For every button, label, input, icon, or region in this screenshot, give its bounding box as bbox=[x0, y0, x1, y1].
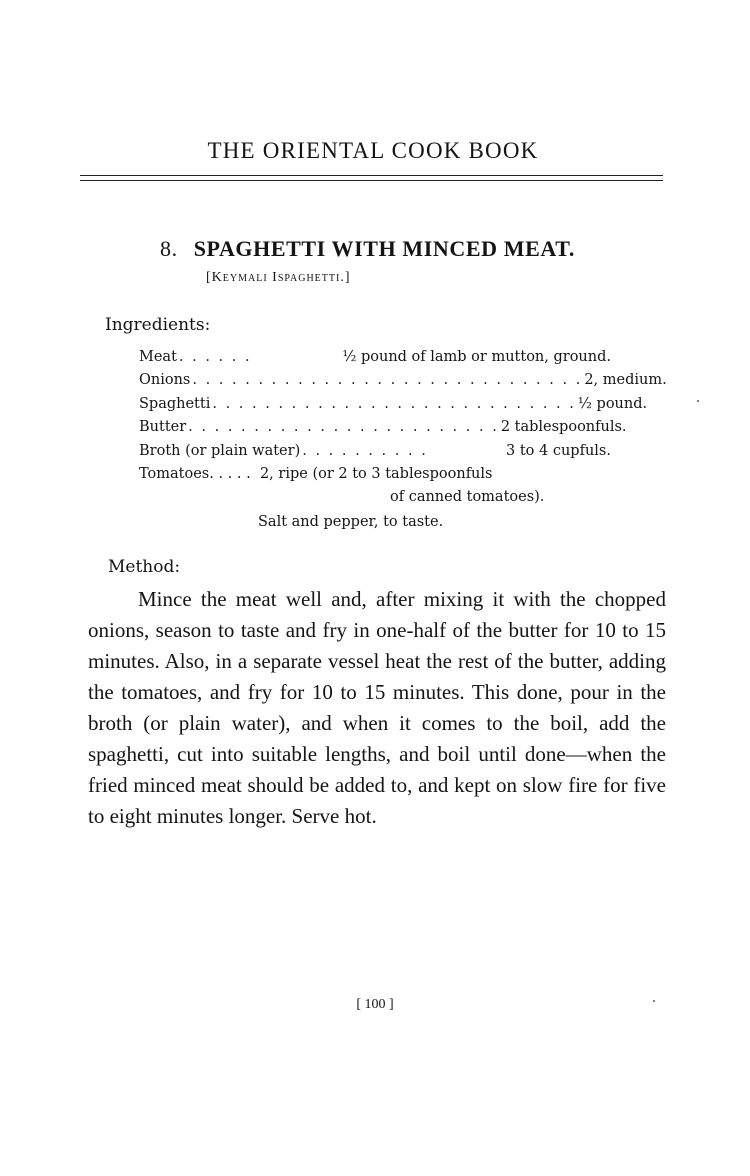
ingredient-amount: ½ pound of lamb or mutton, ground. bbox=[342, 349, 611, 365]
ingredient-amount: ½ pound. bbox=[577, 395, 648, 412]
dot-leader: . . . . . . . . . . . . . . . . . . . . . . . . . . . . bbox=[212, 395, 576, 412]
ingredient-row bbox=[139, 416, 627, 439]
ingredient-row bbox=[139, 440, 611, 463]
ingredients-label: Ingredients: bbox=[105, 315, 211, 335]
header-rule-thick bbox=[80, 175, 663, 176]
ingredient-row bbox=[139, 393, 648, 416]
ingredient-row-tomatoes bbox=[139, 463, 611, 486]
ingredient-amount: 3 to 4 cupfuls. bbox=[506, 442, 611, 459]
ingredient-amount: 2, ripe (or 2 to 3 tablespoonfuls bbox=[259, 465, 493, 482]
recipe-subtitle: [Keymali Ispaghetti.] bbox=[206, 270, 351, 285]
recipe-number: 8. bbox=[160, 236, 178, 261]
ingredient-amount: 2, medium. bbox=[584, 372, 667, 389]
ingredient-name: Tomatoes bbox=[139, 465, 210, 482]
ingredient-row bbox=[139, 346, 611, 369]
scan-speck bbox=[653, 1000, 655, 1002]
dot-leader: . . . . . . . . . . . . . . . . . . . . . . . . . . . . . . bbox=[192, 372, 583, 389]
dot-leader: . . . . . . bbox=[178, 349, 252, 365]
running-header: THE ORIENTAL COOK BOOK bbox=[207, 138, 539, 163]
method-paragraph: Mince the meat well and, after mixing it with the chopped onions, season to taste and fry in one-half of the butter for 10 to 15 minutes. Also, in a separate vessel heat the rest of the butter, adding the tomatoes, and fry for 10 to 15 minutes. This done, pour in the broth (or plain water), and when it comes to the boil, add the spaghetti, cut into suitable lengths, and boil until done—when the fried minced meat should be added to, and kept on slow fire for five to eight minutes longer. Serve hot. bbox=[88, 587, 666, 828]
seasoning-line: Salt and pepper, to taste. bbox=[258, 514, 444, 530]
ingredient-name: Broth (or plain water) bbox=[139, 442, 301, 459]
method-label: Method: bbox=[108, 557, 181, 577]
dot-leader: . . . . . . . . . . bbox=[302, 442, 428, 459]
ingredient-name: Butter bbox=[139, 419, 187, 436]
ingredients-list bbox=[139, 346, 667, 509]
dot-leader: . . . . . . . . . . . . . . . . . . . . . . . . bbox=[188, 419, 499, 436]
ingredient-name: Spaghetti bbox=[139, 395, 211, 412]
ingredient-continuation: of canned tomatoes). bbox=[390, 489, 545, 506]
dot-leader: . . . . . bbox=[209, 465, 251, 482]
ingredient-name: Meat bbox=[139, 349, 177, 365]
scan-speck bbox=[697, 400, 699, 402]
header-rule-thin bbox=[80, 180, 663, 181]
ingredient-amount: 2 tablespoonfuls. bbox=[500, 419, 627, 436]
recipe-title: SPAGHETTI WITH MINCED MEAT. bbox=[193, 236, 575, 261]
recipe-heading bbox=[160, 236, 680, 262]
ingredient-name: Onions bbox=[139, 372, 191, 389]
page-number: [ 100 ] bbox=[356, 997, 394, 1012]
ingredient-row bbox=[139, 369, 667, 392]
